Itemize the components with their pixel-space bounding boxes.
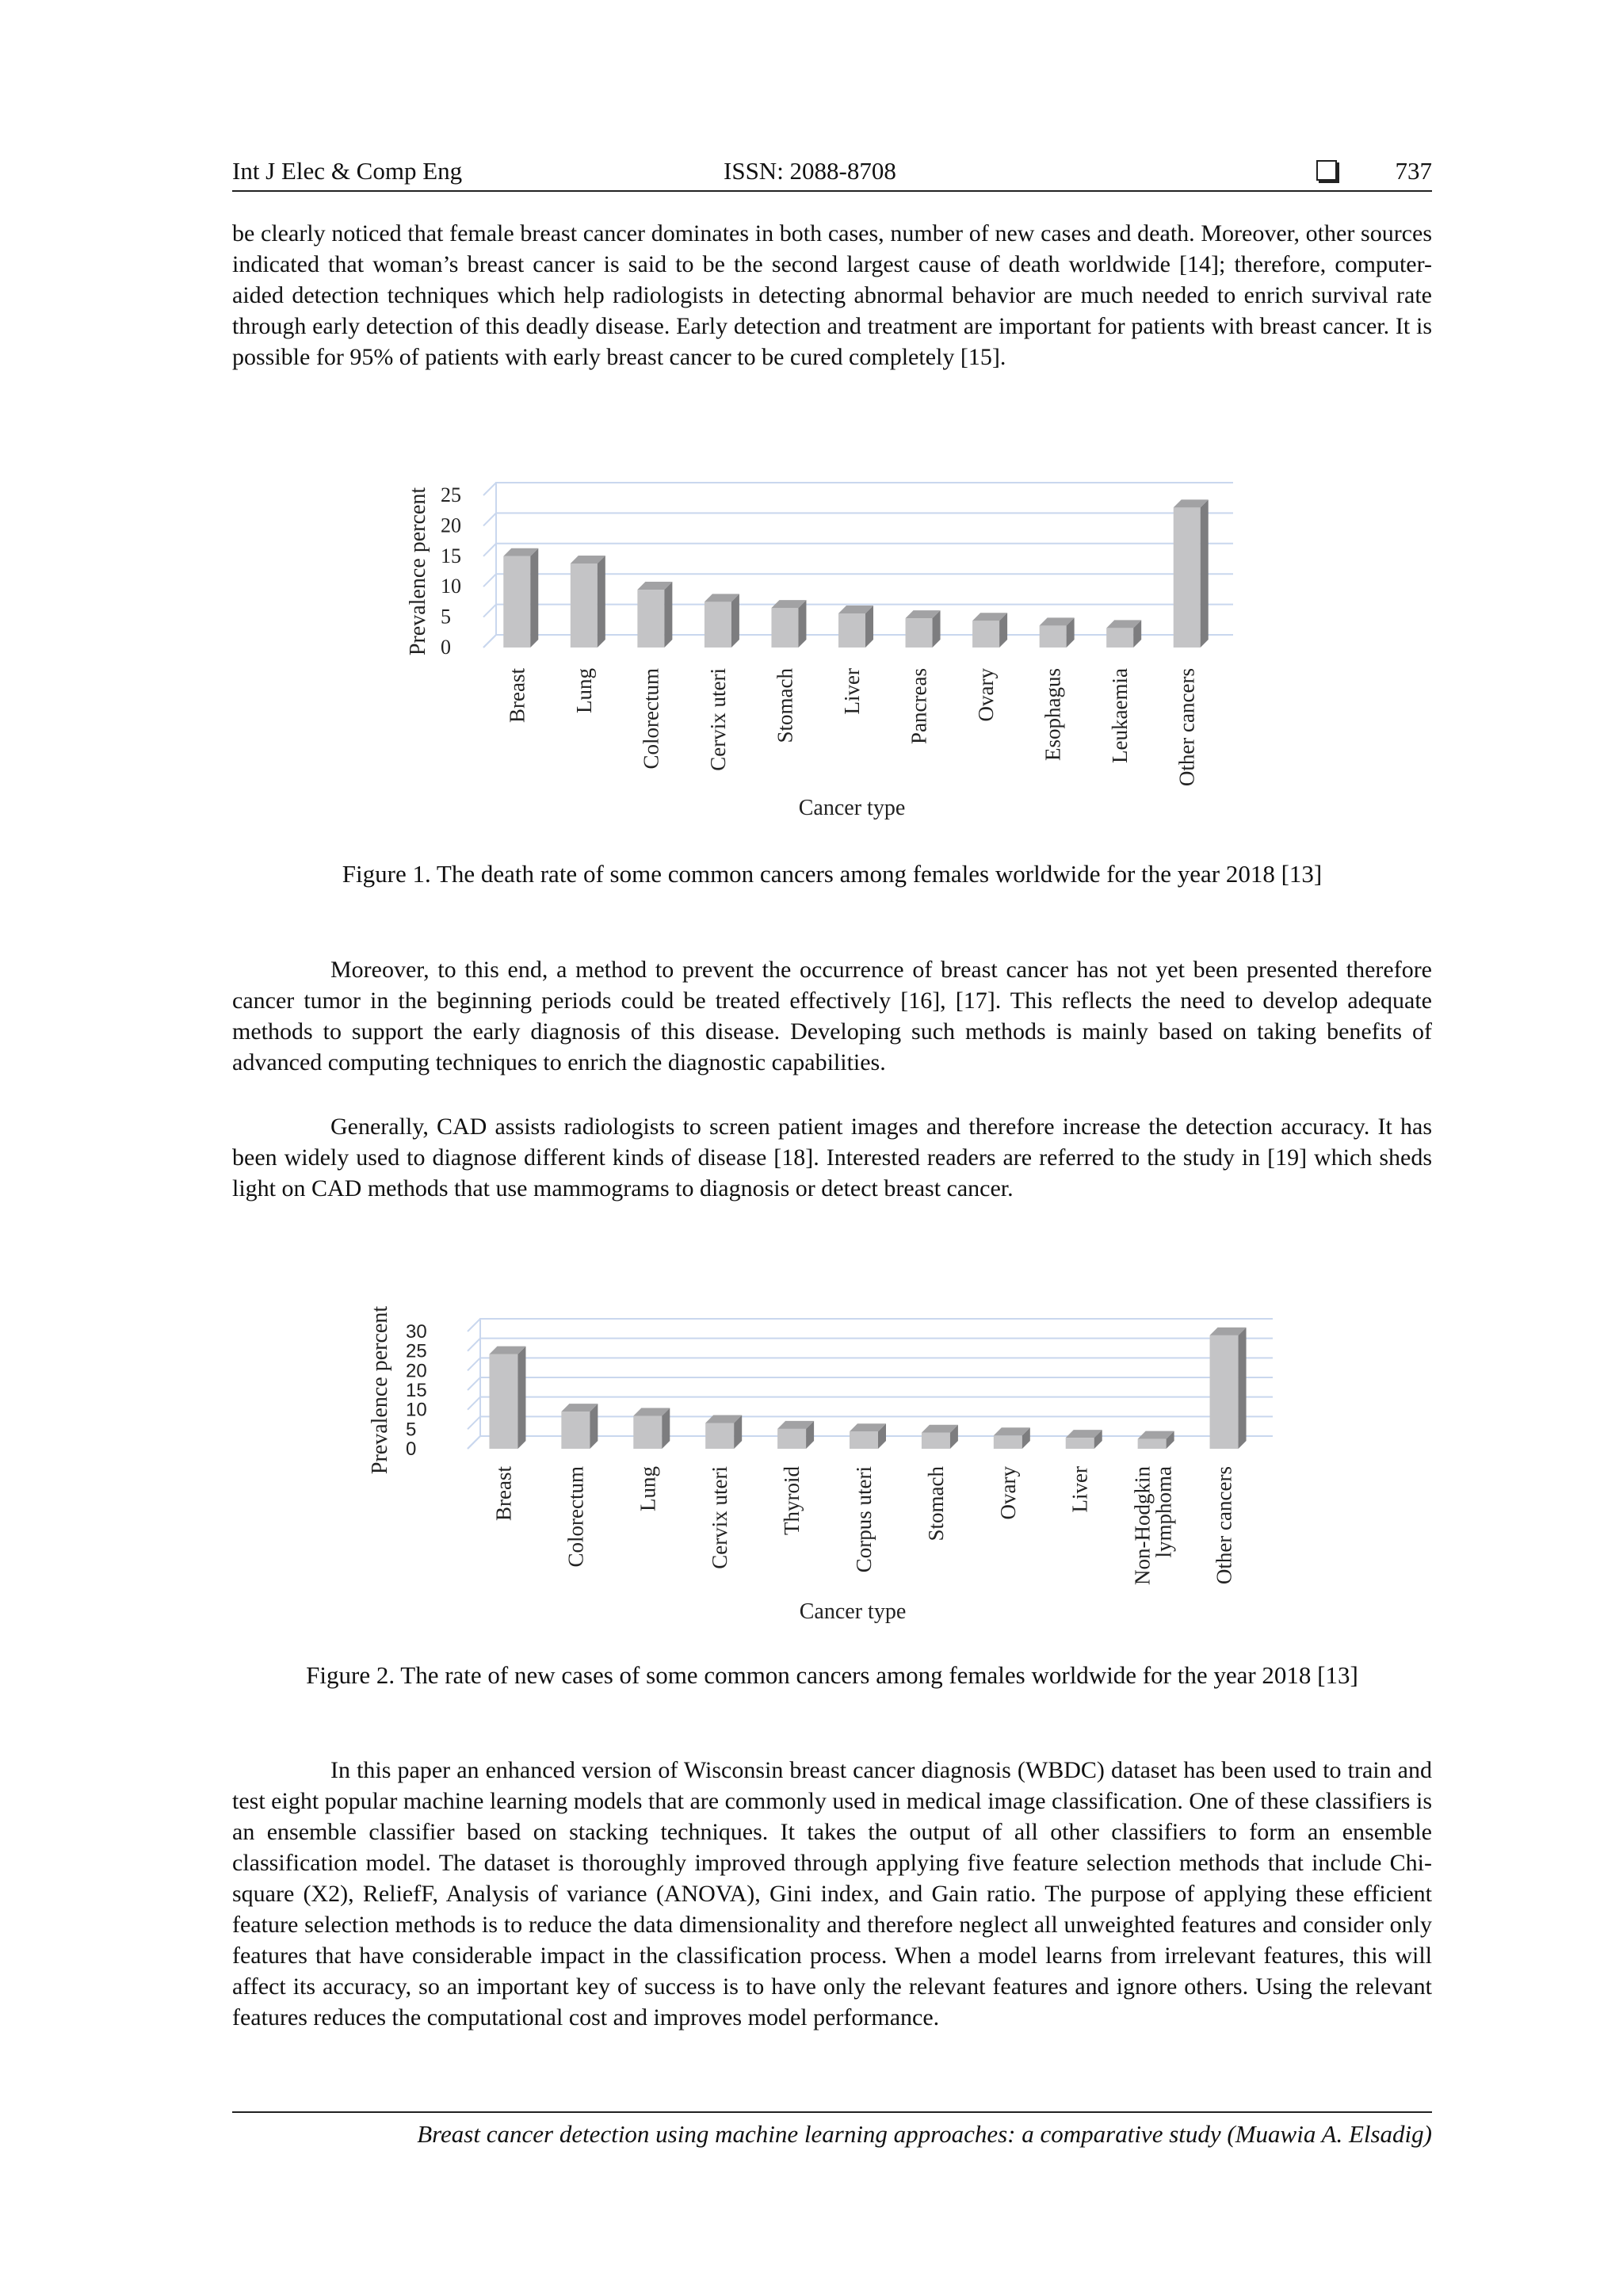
paragraph-2: Moreover, to this end, a method to prevent the occurrence of breast cancer has not yet been presented therefore cancer tumor in the beginning periods could be treated effectively [16], [17]. This reflects the need to develop adequate methods to support the early diagnosis of this disease. Developing such methods is mainly based on taking benefits of advanced computing techniques to enrich the diagnostic capabilities. (232, 957, 1432, 1075)
x-tick-label: Breast (491, 1466, 516, 1521)
x-tick-label: Ovary (995, 1466, 1020, 1520)
bar (850, 1423, 886, 1449)
x-axis-label: Cancer type (799, 1599, 907, 1624)
bar (637, 582, 672, 648)
x-tick-label: Other cancers (1174, 668, 1199, 787)
gridline (468, 1339, 1273, 1351)
y-tick-label: 15 (441, 544, 461, 567)
issn: ISSN: 2088-8708 (724, 157, 896, 185)
paragraph-1: be clearly noticed that female breast cancer dominates in both cases, number of new cases and death. Moreover, other sources indicated that woman’s breast cancer is said to be the second largest cause of death worldwide [14]; therefore, computer-aided detection techniques which help radiologists in detecting abnormal behavior are much needed to enrich survival rate through early detection of this deadly disease. Early detection and treatment are important for patients with breast cancer. It is possible for 95% of patients with early breast cancer to be cured completely [15]. (232, 220, 1432, 370)
x-tick-label: Stomach (923, 1466, 948, 1541)
running-header (232, 155, 1432, 192)
y-tick-label: 25 (441, 483, 461, 506)
y-tick-label: 0 (441, 636, 451, 659)
x-tick-label: Cervix uteri (705, 668, 730, 771)
bar (777, 1421, 814, 1449)
figure-1-chart (396, 472, 1268, 828)
bar (1174, 499, 1209, 648)
bar (906, 610, 941, 648)
y-axis-label: Prevalence percent (368, 1305, 392, 1475)
x-tick-label: Thyroid (780, 1466, 804, 1535)
box-icon (1316, 160, 1337, 181)
x-tick-label: Stomach (773, 668, 797, 743)
bar (705, 594, 739, 648)
footer-rule (232, 2111, 1432, 2113)
bar (771, 600, 806, 648)
x-tick-label: Leukaemia (1108, 668, 1132, 763)
bar (1210, 1328, 1247, 1449)
bar (1066, 1430, 1102, 1449)
bar (561, 1404, 598, 1449)
figure-2-caption: Figure 2. The rate of new cases of some common cancers among females worldwide for the year 2018 [13] (306, 1661, 1358, 1689)
gridline (483, 483, 1233, 495)
bar (838, 606, 873, 648)
bar (994, 1427, 1030, 1449)
x-tick-label: Pancreas (907, 668, 931, 744)
y-tick-label: 10 (406, 1399, 427, 1421)
x-tick-label: Non-Hodgkinlymphoma (1130, 1466, 1176, 1585)
y-tick-label: 25 (406, 1340, 427, 1362)
y-tick-label: 20 (406, 1360, 427, 1382)
bar (489, 1347, 525, 1449)
y-tick-label: 15 (406, 1380, 427, 1401)
bar (503, 548, 538, 648)
y-tick-label: 5 (406, 1419, 417, 1441)
gridline (468, 1358, 1273, 1370)
gridline (468, 1319, 1273, 1331)
figure-2-chart (357, 1300, 1308, 1633)
x-tick-label: Colorectum (639, 668, 663, 770)
x-tick-label: Liver (840, 668, 864, 715)
paragraph-3: Generally, CAD assists radiologists to screen patient images and therefore increase the detection accuracy. It has been widely used to diagnose different kinds of disease [18]. Interested readers are referred to the study in [19] which sheds light on CAD methods that use mammograms to diagnosis or detect breast cancer. (232, 1114, 1432, 1201)
figure-1-caption: Figure 1. The death rate of some common cancers among females worldwide for the year 2018 [13] (342, 860, 1323, 888)
y-axis-label: Prevalence percent (406, 487, 430, 656)
x-tick-label: Ovary (974, 668, 999, 722)
bar (571, 556, 605, 648)
page-number: 737 (1395, 157, 1432, 185)
x-tick-label: Colorectum (563, 1466, 588, 1568)
journal-name: Int J Elec & Comp Eng (232, 157, 463, 185)
x-tick-label: Breast (505, 668, 529, 723)
gridline (483, 544, 1233, 556)
bar (1040, 617, 1075, 648)
bar (705, 1415, 742, 1449)
running-footer: Breast cancer detection using machine learning approaches: a comparative study (Muawia A. Elsadig) (417, 2120, 1432, 2148)
paragraph-4: In this paper an enhanced version of Wisconsin breast cancer diagnosis (WBDC) dataset has been used to train and test eight popular machine learning models that are commonly used in medical image classification. One of these classifiers is an ensemble classifier based on stacking techniques. It takes the output of all other classifiers to form an ensemble classification model. The dataset is thoroughly improved through applying five feature selection methods that include Chi-square (X2), ReliefF, Analysis of variance (ANOVA), Gini index, and Gain ratio. The purpose of applying these efficient feature selection methods is to reduce the data dimensionality and therefore neglect all unweighted features and consider only features that have considerable impact in the classification process. When a model learns from irrelevant features, this will affect its accuracy, so an important key of success is to have only the relevant features and ignore others. Using the relevant features reduces the computational cost and improves model performance. (232, 1757, 1432, 2030)
y-tick-label: 5 (441, 605, 451, 628)
bar (1138, 1431, 1174, 1449)
x-tick-label: Corpus uteri (852, 1466, 876, 1573)
x-tick-label: Lung (636, 1466, 660, 1511)
y-tick-label: 0 (406, 1438, 417, 1460)
x-tick-label: Other cancers (1212, 1466, 1236, 1585)
y-tick-label: 10 (441, 575, 461, 598)
bar (922, 1425, 958, 1449)
bar (972, 613, 1007, 648)
x-axis-label: Cancer type (798, 796, 906, 820)
x-tick-label: Esophagus (1041, 668, 1065, 761)
bar (633, 1408, 670, 1449)
bar (1106, 620, 1141, 648)
x-tick-label: Liver (1067, 1466, 1092, 1513)
gridline (468, 1377, 1273, 1390)
y-tick-label: 20 (441, 514, 461, 537)
x-tick-label: Cervix uteri (708, 1466, 732, 1569)
y-tick-label: 30 (406, 1321, 427, 1343)
gridline (483, 513, 1233, 525)
x-tick-label: Lung (571, 668, 596, 713)
